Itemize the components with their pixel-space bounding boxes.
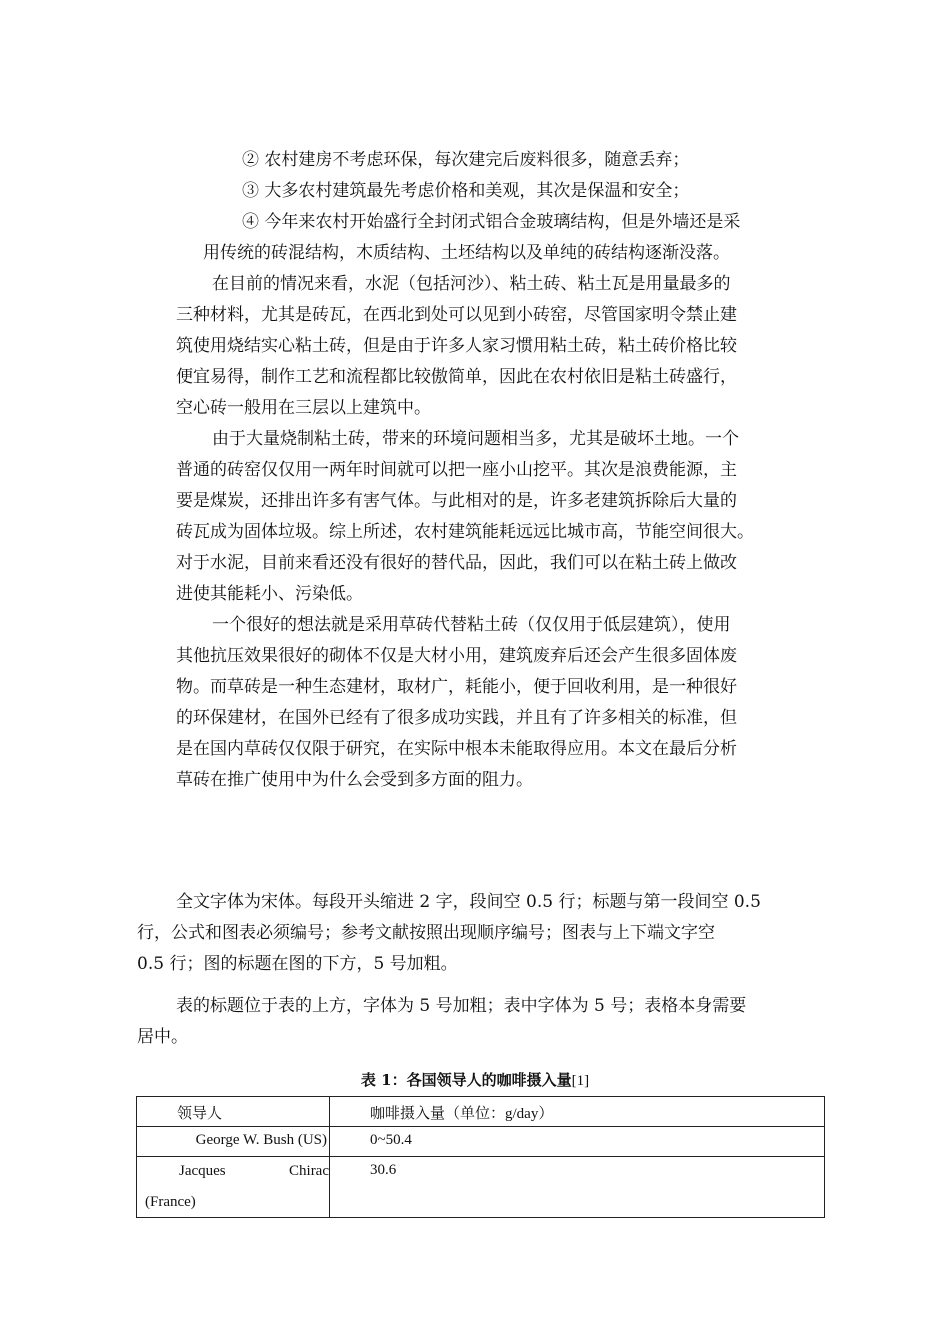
- paragraph-line: 一个很好的想法就是采用草砖代替粘土砖（仅仅用于低层建筑），使用: [212, 615, 731, 635]
- table-row: [137, 1127, 825, 1157]
- table-cell-intake: [330, 1157, 825, 1218]
- table-cell-intake: [330, 1127, 825, 1157]
- table-cell-leader: [137, 1157, 330, 1218]
- list-item: ④ 今年来农村开始盛行全封闭式铝合金玻璃结构，但是外墙还是采: [242, 212, 741, 232]
- paragraph-line: 在目前的情况来看，水泥（包括河沙）、粘土砖、粘土瓦是用量最多的: [212, 274, 731, 294]
- paragraph-line: 由于大量烧制粘土砖，带来的环境问题相当多，尤其是破坏土地。一个: [212, 429, 739, 449]
- table-cell-text: Chirac: [289, 1163, 329, 1179]
- format-note-line: 全文字体为宋体。每段开头缩进 2 字，段间空 0.5 行；标题与第一段间空 0.5: [176, 892, 761, 912]
- table-caption-reference: [1]: [571, 1073, 590, 1089]
- paragraph-line: 要是煤炭，还排出许多有害气体。与此相对的是，许多老建筑拆除后大量的: [176, 491, 737, 511]
- table-cell-text: Jacques: [179, 1163, 226, 1179]
- table-caption: [0, 1070, 950, 1091]
- format-note-line: 表的标题位于表的上方，字体为 5 号加粗；表中字体为 5 号；表格本身需要: [176, 996, 747, 1016]
- paragraph-line: 物。而草砖是一种生态建材，取材广，耗能小，便于回收利用，是一种很好: [176, 677, 737, 697]
- paragraph-line: 三种材料，尤其是砖瓦，在西北到处可以见到小砖窑，尽管国家明令禁止建: [176, 305, 737, 325]
- table-caption-text: 表 1：各国领导人的咖啡摄入量: [360, 1071, 572, 1089]
- list-item: ② 农村建房不考虑环保，每次建完后废料很多，随意丢弃；: [242, 150, 690, 170]
- header-cell-leader: [137, 1097, 330, 1127]
- table-header-row: [137, 1097, 825, 1127]
- paragraph-line: 对于水泥，目前来看还没有很好的替代品，因此，我们可以在粘土砖上做改: [176, 553, 737, 573]
- paragraph-line: 草砖在推广使用中为什么会受到多方面的阻力。: [176, 770, 533, 790]
- paragraph-line: 普通的砖窑仅仅用一两年时间就可以把一座小山挖平。其次是浪费能源，主: [176, 460, 737, 480]
- paragraph-line: 其他抗压效果很好的砌体不仅是大材小用，建筑废弃后还会产生很多固体废: [176, 646, 737, 666]
- paragraph-line: 筑使用烧结实心粘土砖，但是由于许多人家习惯用粘土砖，粘土砖价格比较: [176, 336, 737, 356]
- paragraph-line: 砖瓦成为固体垃圾。综上所述，农村建筑能耗远远比城市高，节能空间很大。: [176, 522, 754, 542]
- format-note-line: 行，公式和图表必须编号；参考文献按照出现顺序编号；图表与上下端文字空: [137, 923, 715, 943]
- table-row: [137, 1157, 825, 1218]
- format-note-line: 居中。: [137, 1027, 188, 1047]
- format-note-line: 0.5 行；图的标题在图的下方，5 号加粗。: [137, 954, 458, 974]
- header-cell-text: 咖啡摄入量（单位：g/day）: [370, 1106, 554, 1122]
- table-cell-leader: [137, 1127, 330, 1157]
- header-cell-intake: [330, 1097, 825, 1127]
- paragraph-line: 便宜易得，制作工艺和流程都比较傲简单，因此在农村依旧是粘土砖盛行，: [176, 367, 737, 387]
- table-cell-text: (France): [145, 1194, 196, 1210]
- paragraph-line: 是在国内草砖仅仅限于研究，在实际中根本未能取得应用。本文在最后分析: [176, 739, 737, 759]
- paragraph-line: 进使其能耗小、污染低。: [176, 584, 363, 604]
- paragraph-line: 的环保建材，在国外已经有了很多成功实践，并且有了许多相关的标准，但: [176, 708, 737, 728]
- header-cell-text: 领导人: [177, 1106, 223, 1122]
- paragraph-line: 空心砖一般用在三层以上建筑中。: [176, 398, 431, 418]
- coffee-intake-table: [136, 1096, 825, 1218]
- list-item: ③ 大多农村建筑最先考虑价格和美观，其次是保温和安全；: [242, 181, 690, 201]
- table-cell-text: 0~50.4: [370, 1132, 412, 1148]
- table-cell-text: George W. Bush (US): [195, 1132, 327, 1148]
- list-item-continuation: 用传统的砖混结构，木质结构、土坯结构以及单纯的砖结构逐渐没落。: [203, 243, 730, 263]
- table-cell-text: 30.6: [370, 1162, 397, 1178]
